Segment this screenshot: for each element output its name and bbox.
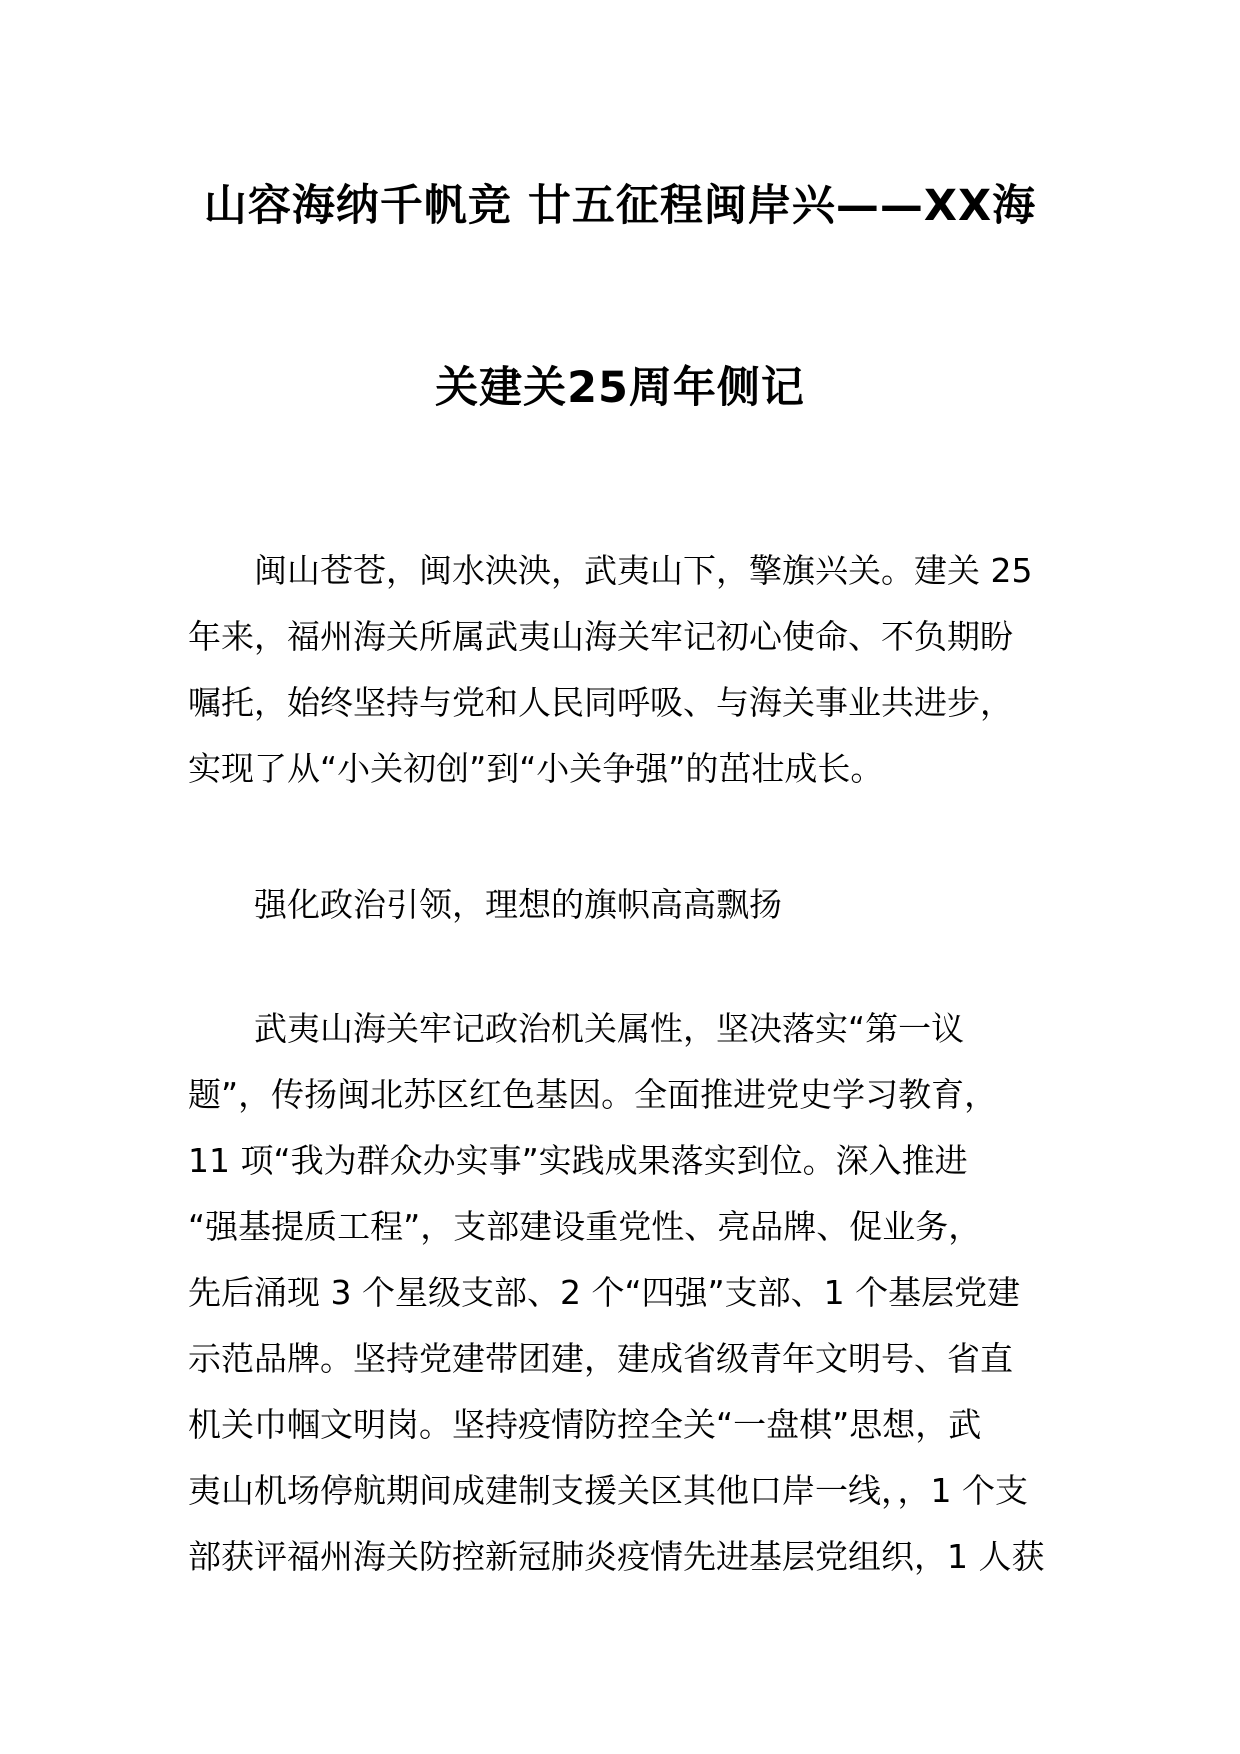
paragraph-line: 示范品牌。坚持党建带团建，建成省级青年文明号、省直 <box>188 1339 1013 1378</box>
paragraph-line: 夷山机场停航期间成建制支援关区其他口岸一线，，1 个支 <box>188 1471 1028 1510</box>
paragraph-line: 部获评福州海关防控新冠肺炎疫情先进基层党组织，1 人获 <box>188 1537 1045 1576</box>
paragraph-line: 机关巾帼文明岗。坚持疫情防控全关“一盘棋”思想，武 <box>188 1405 982 1444</box>
paragraph-line: “强基提质工程”，支部建设重党性、亮品牌、促业务， <box>188 1207 982 1246</box>
paragraph-body <box>188 996 1058 1590</box>
paragraph-line: 年来，福州海关所属武夷山海关牢记初心使命、不负期盼 <box>188 617 1013 656</box>
paragraph-line: 先后涌现 3 个星级支部、2 个“四强”支部、1 个基层党建 <box>188 1273 1021 1312</box>
section-heading: 强化政治引领，理想的旗帜高高飘扬 <box>254 885 782 924</box>
paragraph-line: 实现了从“小关初创”到“小关争强”的茁壮成长。 <box>188 749 884 788</box>
paragraph-intro <box>188 538 1058 802</box>
paragraph-line: 武夷山海关牢记政治机关属性，坚决落实“第一议 <box>254 1009 965 1048</box>
paragraph-line: 闽山苍苍，闽水泱泱，武夷山下，擎旗兴关。建关 25 <box>254 551 1033 590</box>
document-title-line-1: 山容海纳千帆竞 廿五征程闽岸兴——XX海 <box>203 181 1037 231</box>
paragraph-line: 嘱托，始终坚持与党和人民同呼吸、与海关事业共进步， <box>188 683 1013 722</box>
paragraph-line: 题”，传扬闽北苏区红色基因。全面推进党史学习教育， <box>188 1075 998 1114</box>
paragraph-line: 11 项“我为群众办实事”实践成果落实到位。深入推进 <box>188 1141 968 1180</box>
document-title-line-2: 关建关25周年侧记 <box>435 363 805 413</box>
